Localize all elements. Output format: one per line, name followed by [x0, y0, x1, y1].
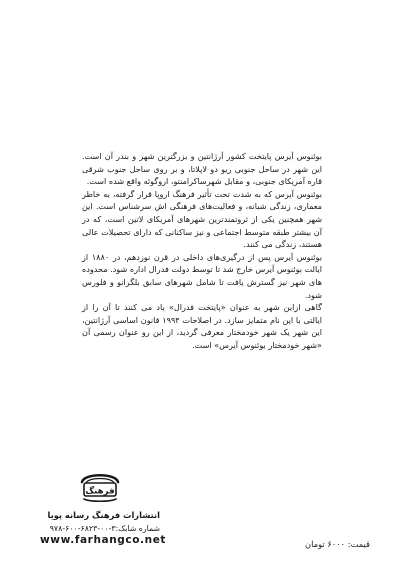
imprint-block — [40, 509, 160, 535]
publisher-logo-icon — [78, 470, 122, 504]
isbn-number: شماره شابک:۳-۰۰-۶۸۲۳-۶۰۰-۹۷۸ — [49, 524, 160, 533]
publisher-name: انتشارات فرهنگ رسانه پویا — [47, 510, 160, 520]
description-text — [82, 150, 322, 352]
book-price: قیمت: ۶۰۰۰ تومان — [305, 539, 370, 549]
paragraph-3: بوئنوس آیرس پس از درگیری‌های داخلی در قرن نوزدهم، در ۱۸۸۰ از ایالت بوئنوس آیرس خارج شد تا توسط دولت فدرال اداره شود. محدوده های شهر نیز گسترش یافت تا شامل شهرهای سابق بلگرانو و فلورس شود. — [81, 251, 322, 300]
paragraph-1: بوئنوس آیرس پایتخت کشور آرژانتین و بزرگترین شهر و بندر آن است. این شهر در ساحل جنوبی ریو دو لاپلاتا، و بر روی ساحل جنوب شرقی قاره آمریکای جنوبی، و مقابل شهرساکرامنتو، اروگوئه واقع شده است. — [82, 151, 322, 187]
logo-text: فرهنگ — [85, 486, 115, 497]
publisher-logo — [78, 470, 122, 504]
publisher-website: www.farhangco.net — [40, 534, 167, 546]
paragraph-2: بوئنوس آیرس که به شدت تحت تأثیر فرهنگ اروپا قرار گرفته، به خاطر معماری، زندگی شبانه، و فعالیت‌های فرهنگی اش سرشناس است. این شهر همچنین یکی از ثروتمندترین شهرهای آمریکای لاتین است، که در آن بیشتر طبقه متوسط اجتماعی و نیز ساکنانی که دارای تحصیلات عالی هستند، زندگی می کنند. — [82, 188, 322, 250]
paragraph-4: گاهی ازاین شهر به عنوان «پایتخت فدرال» یاد می کنند تا آن را از ایالتی با این نام متمایز سازد. در اصلاحات ۱۹۹۴ قانون اساسی آرژانتین، این شهر یک شهر خودمختار معرفی گردید، از این رو عنوان رسمی آن «شهر خودمختار بوئنوس آیرس» است. — [82, 302, 322, 350]
